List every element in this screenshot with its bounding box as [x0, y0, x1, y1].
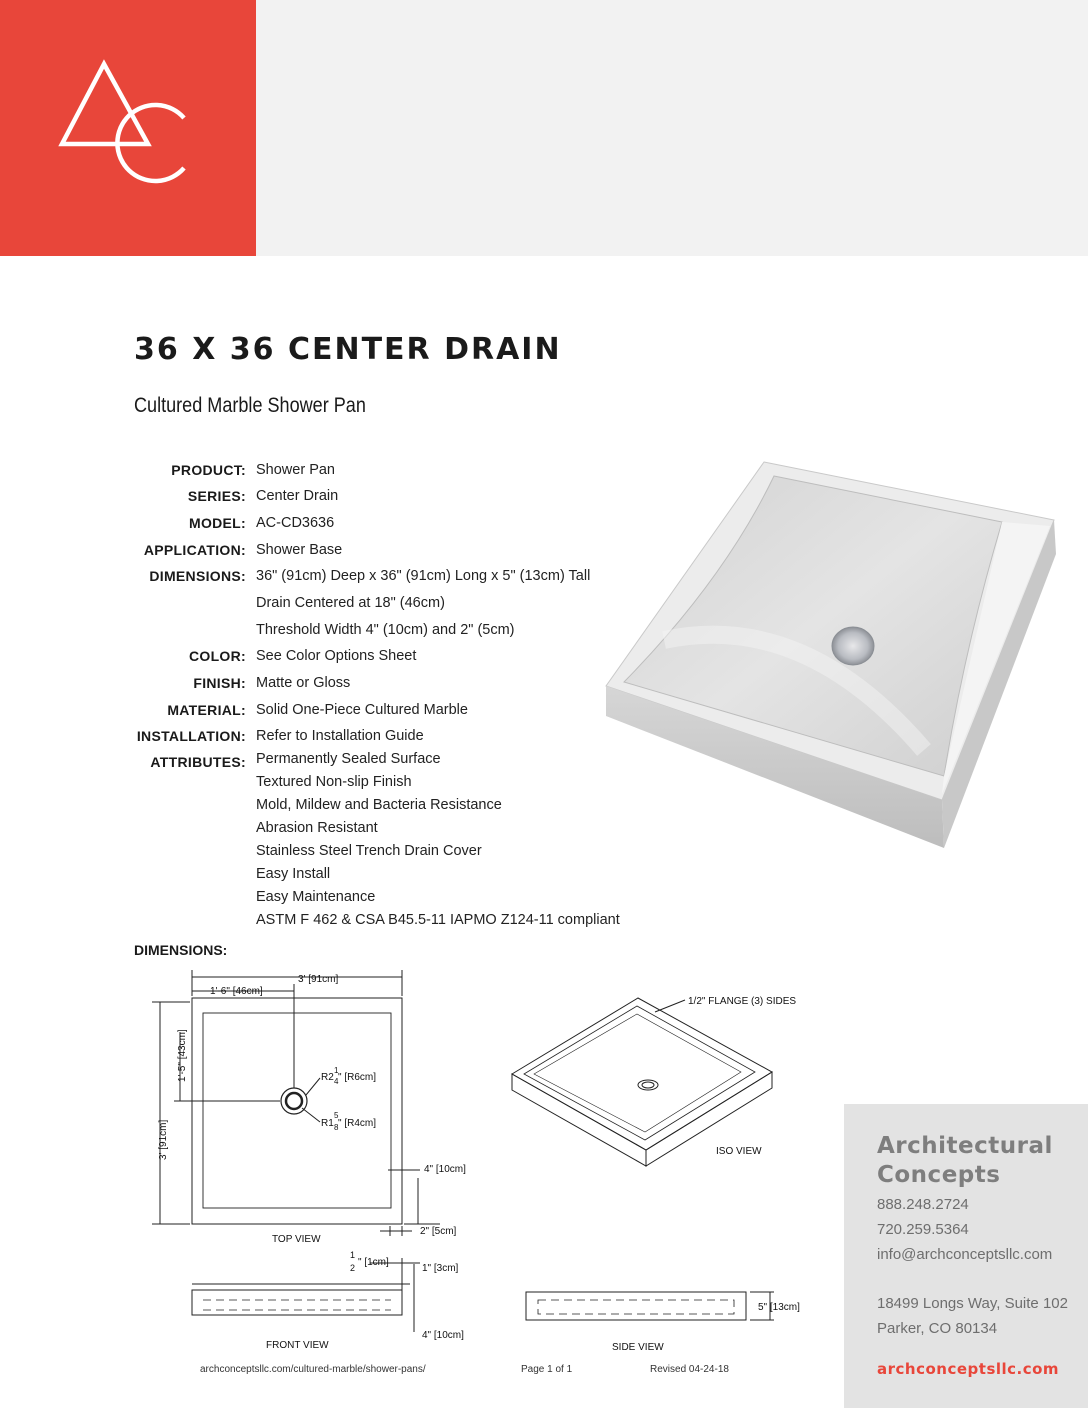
website-link[interactable]: archconceptsllc.com — [877, 1360, 1060, 1378]
radius-inner-den: 8 — [334, 1123, 339, 1132]
spec-label: FINISH: — [193, 675, 246, 691]
brand-line-2: Concepts — [877, 1162, 1001, 1188]
half-inch-cm: " [1cm] — [358, 1257, 389, 1268]
spec-label: PRODUCT: — [171, 462, 246, 478]
technical-drawing — [140, 960, 840, 1370]
shower-pan-image — [604, 460, 1060, 850]
spec-value: AC-CD3636 — [256, 515, 335, 531]
address-line-1: 18499 Longs Way, Suite 102 — [877, 1295, 1068, 1312]
threshold-4-label: 4" [10cm] — [424, 1164, 466, 1175]
dim-width-label: 3' [91cm] — [298, 974, 339, 985]
spec-value: Permanently Sealed Surface — [256, 751, 441, 767]
spec-value: ASTM F 462 & CSA B45.5-11 IAPMO Z124-11 compliant — [256, 912, 620, 928]
top-view-label: TOP VIEW — [272, 1234, 321, 1245]
radius-outer-den: 4 — [334, 1077, 339, 1086]
footer-revised: Revised 04-24-18 — [650, 1364, 729, 1375]
spec-value: See Color Options Sheet — [256, 648, 417, 664]
threshold-2-label: 2" [5cm] — [420, 1226, 457, 1237]
side-view-label: SIDE VIEW — [612, 1342, 664, 1353]
top-view-outline — [192, 998, 402, 1224]
phone-2[interactable]: 720.259.5364 — [877, 1221, 969, 1238]
spec-value: Matte or Gloss — [256, 675, 351, 691]
page-title: 36 X 36 CENTER DRAIN — [134, 332, 562, 367]
spec-label: ATTRIBUTES: — [150, 754, 246, 770]
spec-value: Easy Install — [256, 866, 331, 882]
front-view-label: FRONT VIEW — [266, 1340, 329, 1351]
height-label: 5" [13cm] — [758, 1302, 800, 1313]
spec-value: Abrasion Resistant — [256, 820, 378, 836]
spec-value: Shower Pan — [256, 462, 335, 478]
radius-inner-cm: " [R4cm] — [338, 1118, 376, 1129]
dimensions-heading: DIMENSIONS: — [134, 942, 228, 958]
half-inch-den: 2 — [350, 1263, 356, 1273]
radius-outer-cm: " [R6cm] — [338, 1072, 376, 1083]
radius-outer-num: 1 — [334, 1066, 339, 1075]
spec-value: Mold, Mildew and Bacteria Resistance — [256, 797, 502, 813]
one-inch-label: 1" [3cm] — [422, 1263, 459, 1274]
brand-line-1: Architectural — [877, 1133, 1053, 1159]
spec-label: INSTALLATION: — [136, 728, 246, 744]
spec-value: Stainless Steel Trench Drain Cover — [256, 843, 482, 859]
radius-inner-num: 5 — [334, 1111, 339, 1120]
page-subtitle: Cultured Marble Shower Pan — [134, 394, 366, 417]
email-link[interactable]: info@archconceptsllc.com — [877, 1246, 1053, 1263]
spec-label: DIMENSIONS: — [149, 568, 246, 584]
brand-name — [877, 1132, 1053, 1190]
spec-label: COLOR: — [188, 648, 246, 664]
half-inch-num: 1 — [350, 1250, 356, 1260]
iso-view-label: ISO VIEW — [716, 1146, 762, 1157]
spec-value: Shower Base — [256, 542, 343, 558]
front-4-label: 4" [10cm] — [422, 1330, 464, 1341]
ac-logo-icon — [0, 0, 256, 256]
footer-page: Page 1 of 1 — [521, 1364, 573, 1375]
spec-label: MATERIAL: — [167, 702, 246, 718]
contact-panel — [844, 1104, 1088, 1408]
flange-label: 1/2" FLANGE (3) SIDES — [688, 996, 797, 1007]
radius-outer-prefix: R2 — [321, 1072, 334, 1083]
dim-depth-label: 3' [91cm] — [158, 1119, 169, 1160]
spec-value: Drain Centered at 18" (46cm) — [256, 595, 445, 611]
spec-value: Refer to Installation Guide — [256, 728, 424, 744]
footer-url[interactable]: archconceptsllc.com/cultured-marble/shower-pans/ — [200, 1364, 426, 1375]
drain-icon — [832, 627, 874, 665]
spec-value: Textured Non-slip Finish — [256, 774, 412, 790]
radius-inner-prefix: R1 — [321, 1118, 334, 1129]
spec-label: MODEL: — [188, 515, 246, 531]
spec-value: Threshold Width 4" (10cm) and 2" (5cm) — [256, 622, 515, 638]
spec-label: SERIES: — [187, 488, 246, 504]
spec-label: APPLICATION: — [143, 542, 246, 558]
spec-value: Center Drain — [256, 488, 339, 504]
spec-value: Easy Maintenance — [256, 889, 376, 905]
spec-value: Solid One-Piece Cultured Marble — [256, 702, 468, 718]
phone-1[interactable]: 888.248.2724 — [877, 1196, 969, 1213]
address-line-2: Parker, CO 80134 — [877, 1320, 998, 1337]
spec-value: 36" (91cm) Deep x 36" (91cm) Long x 5" (13cm) Tall — [256, 568, 591, 584]
dim-half-width-label: 1'-6" [46cm] — [210, 986, 263, 997]
dim-half-depth-label: 1'-5" [43cm] — [177, 1029, 188, 1082]
logo — [0, 0, 256, 256]
